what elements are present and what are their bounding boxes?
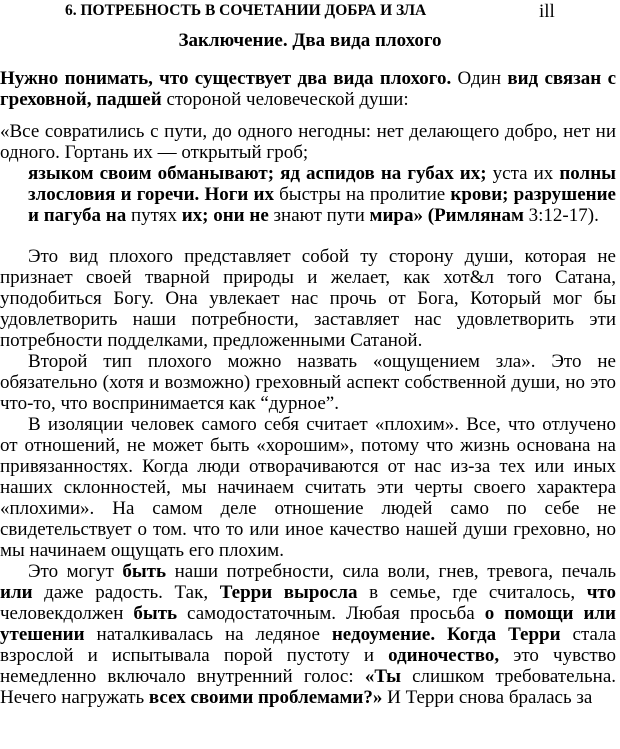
quote-bold-1: языком своим обманывают; яд аспидов на губах их; — [28, 163, 487, 184]
terri-bold-2: или — [0, 582, 33, 603]
terri-text-3: даже радость. Так, — [32, 582, 220, 603]
terri-bold-5: быть — [133, 603, 178, 624]
terri-text-4: в семье, где считалось, — [357, 582, 587, 603]
terri-text-1: Это могут — [28, 561, 123, 582]
terri-text-5: человекдолжен — [0, 603, 134, 624]
page-number: ill — [539, 1, 555, 22]
quote-text-4: знают пути — [268, 205, 370, 226]
quote-text-3: путях — [126, 205, 182, 226]
terri-bold-4: что — [586, 582, 617, 603]
terri-bold-1: быть — [122, 561, 167, 582]
terri-text-11: И Терри снова бралась за — [382, 687, 593, 708]
terri-text-10: слишком требовательна. Нечего нагружать — [0, 666, 617, 708]
intro-bold-1: Нужно понимать, что существует два вида плохого. — [0, 68, 452, 89]
paragraph-intro — [0, 68, 616, 110]
terri-bold-10: всех своими проблемами?» — [148, 687, 383, 708]
terri-bold-3: Терри выросла — [219, 582, 358, 603]
quote-text-2: быстры на пролитие — [273, 184, 451, 205]
intro-text-1: Один — [451, 68, 508, 89]
terri-text-8: стала взрослой и испытывала порой пустоту и — [0, 624, 617, 666]
quote-bold-3: крови; разрушение и пагуба на — [28, 184, 616, 226]
paragraph-terri-example — [0, 561, 616, 708]
running-header — [0, 2, 620, 24]
terri-text-9: это чувство немедленно включало внутренний голос: — [0, 645, 617, 687]
terri-text-7: наталкивалась на ледяное — [84, 624, 332, 645]
terri-bold-7: недоумение. Когда Терри — [331, 624, 561, 645]
chapter-header-title: 6. ПОТРЕБНОСТЬ В СОЧЕТАНИИ ДОБРА И ЗЛА — [65, 2, 427, 19]
scripture-quote-opening: «Все совратились с пути, до одного негодны: нет делающего добро, нет ни одного. Гортань их — открытый гроб; — [0, 121, 616, 163]
scripture-quote-block — [0, 163, 616, 226]
quote-text-1: уста их — [486, 163, 560, 184]
body-text — [0, 68, 616, 708]
quote-reference-book: Римлянам — [434, 205, 524, 226]
quote-reference-verse: 3:12-17). — [523, 205, 599, 226]
paragraph-isolation: В изоляции человек самого себя считает «плохим». Все, что отлучено от отношений, не может быть «хорошим», потому что жизнь основана на привязанностях. Когда люди отворачиваются от нас из-за тех или иных наших склонностей, мы начинаем считать эти черты своего характера «плохими». На самом деле отношение людей само по себе не свидетельствует о том. что то или иное качество нашей души греховно, но мы начинаем ощущать его плохим. — [0, 414, 616, 561]
paragraph-second-kind: Второй тип плохого можно назвать «ощущением зла». Это не обязательно (хотя и возможно) греховный аспект собственной души, но это что-то, что воспринимается как “дурное”. — [0, 351, 616, 414]
intro-text-2: стороной человеческой души: — [161, 89, 409, 110]
intro-bold-2: вид связан с греховной, падшей — [0, 68, 617, 110]
terri-text-6: самодостаточным. Любая просьба — [177, 603, 485, 624]
quote-bold-4: их; они не — [181, 205, 269, 226]
terri-bold-8: одиночество, — [388, 645, 500, 666]
quote-bold-5: мира» ( — [369, 205, 435, 226]
quote-bold-2: полны злословия и горечи. Ноги их — [28, 163, 616, 205]
section-title: Заключение. Два вида плохого — [178, 30, 442, 51]
terri-bold-9: «Ты — [364, 666, 401, 687]
terri-bold-6: о помощи или утешении — [0, 603, 616, 645]
terri-text-2: наши потребности, сила воли, гнев, тревога, печаль — [166, 561, 616, 582]
paragraph-first-kind: Это вид плохого представляет собой ту сторону души, которая не признает своей тварной природы и желает, как хот&л того Сатана, уподобиться Богу. Она увлекает нас прочь от Бога, Который мог бы удовлетворить наши потребности, заставляет нас удовлетворить эти потребности подделками, предложенными Сатаной. — [0, 246, 616, 351]
